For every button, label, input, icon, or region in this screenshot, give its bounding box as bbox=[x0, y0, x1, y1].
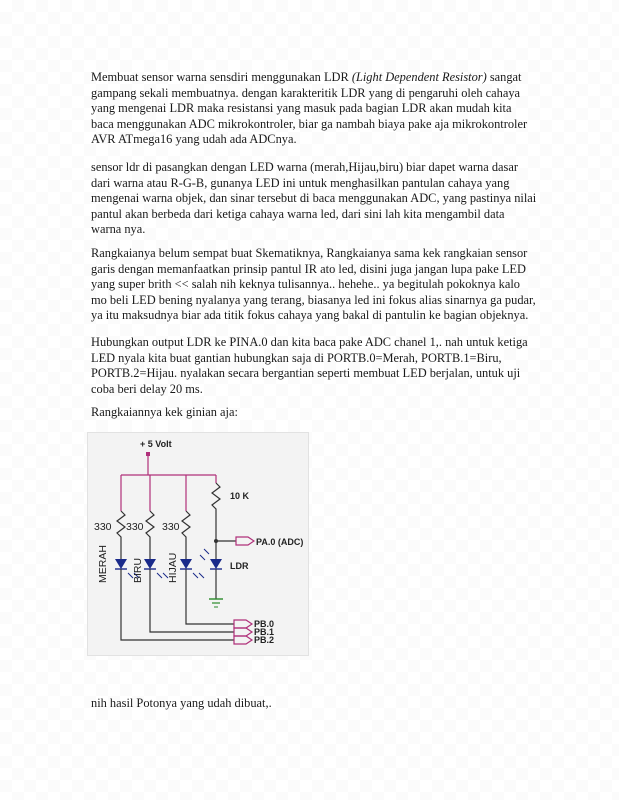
wire-biru-pb bbox=[150, 569, 234, 632]
port-flag-pb2 bbox=[234, 636, 252, 644]
text-line: baca menggunakan ADC mikrokontroler, biar ga nambah biaya pake aja mikrokontroler bbox=[91, 116, 528, 131]
text-line: mengenai warna objek, dan sinar tersebut di baca menggunakan ADC, yang pastinya nilai bbox=[91, 191, 537, 206]
ldr-label: LDR bbox=[230, 561, 249, 571]
text-line: Hubungkan output LDR ke PINA.0 dan kita baca pake ADC chanel 1,. nah untuk ketiga bbox=[91, 335, 528, 349]
adc-port-flag bbox=[236, 537, 254, 545]
text-line: sensor ldr di pasangkan dengan LED warna (merah,Hijau,biru) biar dapet warna dasar bbox=[91, 160, 518, 174]
text-line: nih hasil Potonya yang udah dibuat,. bbox=[91, 696, 272, 710]
led-label-merah: MERAH bbox=[97, 545, 109, 583]
led-label-biru: BIRU bbox=[132, 557, 144, 583]
resistor-hijau bbox=[182, 511, 190, 559]
resistor-biru bbox=[146, 511, 154, 559]
adc-label: PA.0 (ADC) bbox=[256, 537, 304, 547]
led-label-hijau: HIJAU bbox=[167, 552, 179, 583]
text-line: Rangkaianya belum sempat buat Skematiknya, Rangkaianya sama kek rangkaian sensor bbox=[91, 246, 528, 260]
led-merah bbox=[115, 559, 127, 569]
schematic-drawing bbox=[88, 433, 308, 655]
text-line: gampang sekali membuatnya. dengan karakteritik LDR yang di pengaruhi oleh cahaya bbox=[91, 85, 521, 100]
port-flag-pb0 bbox=[234, 620, 252, 628]
led-light-hijau bbox=[193, 573, 204, 578]
wire-hijau-pb bbox=[186, 569, 234, 624]
pullup-resistor bbox=[212, 483, 220, 541]
paragraph-hubungkan bbox=[91, 335, 531, 397]
paragraph-rangkaian bbox=[91, 246, 536, 324]
text-line: PORTB.2=Hijau. nyalakan secara bergantian seperti membuat LED berjalan, untuk uji bbox=[91, 366, 521, 381]
port-label-pb2: PB.2 bbox=[254, 635, 275, 645]
supply-node bbox=[146, 452, 150, 456]
text-line: mo beli LED bening nyalanya yang terang, biasanya led ini fokus alias sinarnya ga pudar, bbox=[91, 292, 536, 307]
text-line: coba beri delay 20 ms. bbox=[91, 381, 203, 396]
text-line: pantul akan berbeda dari ketiga cahaya warna led, dari sini lah kita mengambil data bbox=[91, 206, 505, 221]
paragraph-rangkaiannya bbox=[91, 405, 531, 421]
resistor-label-hijau: 330 bbox=[162, 521, 180, 533]
paragraph-intro bbox=[91, 70, 531, 148]
led-biru bbox=[144, 559, 156, 569]
text-line: warna nya. bbox=[91, 222, 146, 237]
text-line: Membuat sensor warna sensdiri menggunakan LDR (Light Dependent Resistor) sangat bbox=[91, 70, 522, 84]
paragraph-hasil bbox=[91, 696, 531, 712]
text-line: Rangkaiannya kek ginian aja: bbox=[91, 405, 238, 419]
text-line: AVR ATmega16 yang udah ada ADCnya. bbox=[91, 132, 297, 147]
resistor-merah bbox=[117, 511, 125, 559]
port-flag-pb1 bbox=[234, 628, 252, 636]
text-line: yang mengenai LDR maka resistansi yang masuk pada bagian LDR akan mudah kita bbox=[91, 101, 512, 116]
led-hijau bbox=[180, 559, 192, 569]
ldr bbox=[210, 559, 222, 569]
text-line: garis dengan memanfaatkan prinsip pantul IR ato led, disini juga jangan lupa pake LED bbox=[91, 261, 526, 276]
resistor-label-merah: 330 bbox=[94, 521, 112, 533]
port-label-pb0: PB.0 bbox=[254, 619, 275, 629]
circuit-schematic bbox=[87, 432, 309, 656]
resistor-label-biru: 330 bbox=[126, 521, 144, 533]
ldr-light-arrows bbox=[200, 549, 209, 560]
paragraph-sensor bbox=[91, 160, 537, 238]
port-label-pb1: PB.1 bbox=[254, 627, 275, 637]
supply-label: + 5 Volt bbox=[140, 439, 172, 449]
pullup-label: 10 K bbox=[230, 491, 250, 501]
text-line: dari warna atau R-G-B, gunanya LED ini untuk menghasilkan pantulan cahaya yang bbox=[91, 175, 510, 190]
text-line: yang super brith << salah nih keknya tulisannya.. hehehe.. ya begitulah pokoknya kalo bbox=[91, 277, 520, 292]
text-line: LED nyala kita buat gantian hubungkan saja di PORTB.0=Merah, PORTB.1=Biru, bbox=[91, 350, 502, 365]
text-line: ya itu maksudnya biar ada titik fokus cahaya yang bakal di pantulin ke bagian objeknya. bbox=[91, 308, 529, 323]
